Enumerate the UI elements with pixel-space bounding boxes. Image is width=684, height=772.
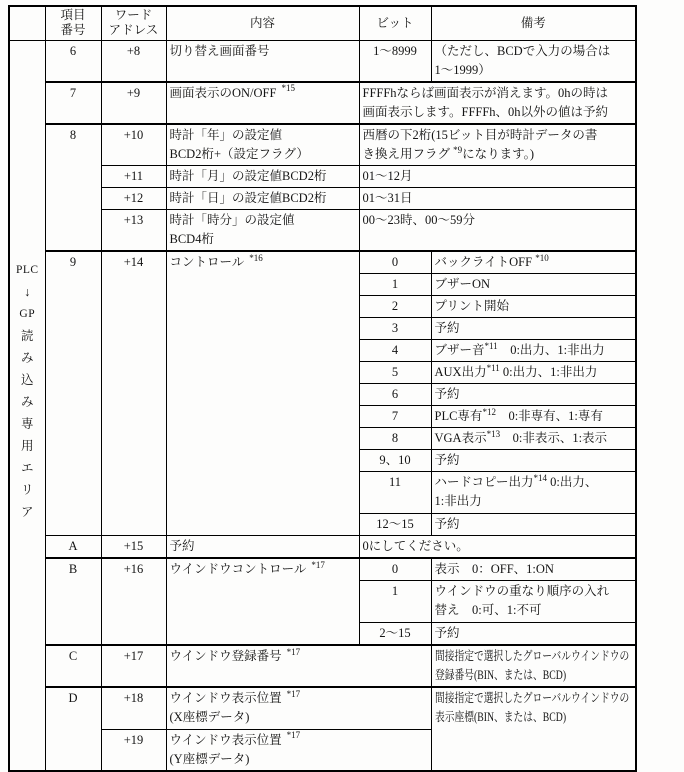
bit-desc-text: ブザー音 (434, 343, 485, 357)
bit-desc (431, 428, 636, 450)
row-D-sub-18 (9, 687, 636, 729)
row-6-bit-range: 1～8999 (359, 40, 431, 82)
bit-no: 11 (359, 472, 431, 514)
down-arrow-icon: ↓ (24, 285, 31, 300)
bit-no: 6 (359, 384, 431, 406)
row-8-content-time-l2: BCD4桁 (169, 232, 214, 246)
header-remarks: 備考 (431, 6, 636, 40)
side-label-char: エ (20, 461, 34, 476)
bit-no: 0 (359, 558, 431, 581)
row-C-content (166, 645, 431, 687)
bit-desc-text: PLC専有 (434, 409, 483, 423)
bit-desc (431, 472, 636, 514)
row-9-bit-0 (9, 251, 636, 274)
bit-no: 4 (359, 340, 431, 362)
side-label-char: 読 (20, 329, 34, 344)
side-label-char: 込 (20, 373, 34, 388)
footnote-ref-13: *13 (486, 428, 501, 439)
bit-no: 5 (359, 362, 431, 384)
row-A-content: 予約 (166, 536, 359, 559)
row-8-note-month: 01～12月 (359, 166, 636, 188)
row-C-note-line2: 登録番号(BIN、または、BCD) (434, 668, 566, 682)
bit-desc-values: 0:非表示、1:表示 (500, 431, 608, 445)
row-8-note-year (359, 124, 636, 166)
row-D-note-line1: 間接指定で選択したグローバルウインドウの (434, 691, 629, 705)
header-word-address (101, 6, 166, 40)
footnote-ref-17: *17 (286, 730, 301, 741)
register-spec-table (8, 5, 637, 772)
row-D-content-x-l2: (X座標データ) (169, 710, 250, 724)
bit-desc (431, 340, 636, 362)
row-7-note-line2: 画面表示します。FFFFh、0h以外の値は予約 (362, 104, 609, 119)
bit-no: 7 (359, 406, 431, 428)
row-7 (9, 82, 636, 124)
header-item-no-line2: 番号 (60, 23, 86, 38)
bit-no: 8 (359, 428, 431, 450)
bit-desc (431, 362, 636, 384)
row-8-note-year-l1: 西暦の下2桁(15ビット目が時計データの書 (362, 127, 598, 142)
bit-desc-values: 0:出力、1:非出力 (497, 343, 605, 357)
footnote-ref-11: *11 (486, 362, 500, 373)
row-8-sub-12 (9, 188, 636, 210)
bit-no: 1 (359, 274, 431, 296)
row-A (9, 536, 636, 559)
row-8-note-year-l2a: き換え用フラグ (362, 146, 454, 161)
row-B-word-address: +16 (101, 558, 166, 645)
row-6-item-no: 6 (45, 40, 101, 82)
footnote-ref-10: *10 (535, 252, 549, 263)
bit-desc-line2: 1:非出力 (434, 494, 482, 508)
header-corner-cell (9, 6, 45, 40)
header-item-no-line1: 項目 (60, 8, 86, 23)
side-label-char: GP (19, 308, 36, 321)
row-D-item-no: D (45, 687, 101, 771)
row-9-item-no: 9 (45, 251, 101, 536)
table-header-row (9, 6, 636, 40)
header-item-no (45, 6, 101, 40)
row-8-word-address-11: +11 (101, 166, 166, 188)
row-6 (9, 40, 636, 82)
bit-desc-line1 (434, 472, 598, 489)
row-7-note (359, 82, 636, 124)
row-D-content-x (166, 687, 431, 729)
side-label-char: リ (20, 483, 34, 498)
row-8-sub-13 (9, 210, 636, 252)
footnote-ref-14: *14 (533, 472, 548, 483)
bit-desc-text: ハードコピー出力 (434, 475, 534, 489)
bit-desc: 予約 (431, 514, 636, 536)
row-8-word-address-12: +12 (101, 188, 166, 210)
bit-desc: 予約 (431, 384, 636, 406)
row-8-content-time-l1: 時計「時分」の設定値 (169, 213, 295, 227)
side-label-char: 用 (20, 439, 34, 454)
side-label-char: ア (20, 505, 34, 520)
row-8-sub-10 (9, 124, 636, 166)
row-8-content-year-l1: 時計「年」の設定値 (169, 127, 283, 142)
bit-no: 3 (359, 318, 431, 340)
footnote-ref-15: *15 (281, 83, 295, 94)
row-8-note-day: 01～31日 (359, 188, 636, 210)
side-label-char: 専 (20, 417, 34, 432)
row-D-note-line2: 表示座標(BIN、または、BCD) (434, 710, 566, 724)
row-C-item-no: C (45, 645, 101, 687)
row-6-remark-line1: （ただし、BCDで入力の場合は (434, 43, 611, 58)
row-7-note-line1: FFFFhならば画面表示が消えます。0hの時は (362, 85, 609, 100)
row-D-content-x-l1: ウインドウ表示位置 (169, 691, 282, 705)
header-word-line2: アドレス (108, 23, 159, 38)
row-C-content-text: ウインドウ登録番号 (169, 649, 282, 663)
row-9-word-address: +14 (101, 251, 166, 536)
row-8-word-address-13: +13 (101, 210, 166, 252)
side-label-cell (9, 40, 45, 771)
bit-desc: ブザーON (431, 274, 636, 296)
header-bit: ビット (359, 6, 431, 40)
row-8-note-time: 00～23時、00～59分 (359, 210, 636, 252)
bit-desc-values: 0:出力、 (547, 475, 598, 489)
row-8-content-time (166, 210, 359, 252)
footnote-ref-17: *17 (311, 559, 325, 570)
side-label-char: み (20, 395, 34, 410)
row-D-note (431, 687, 636, 771)
side-label (10, 259, 45, 523)
row-D-word-address-18: +18 (101, 687, 166, 729)
row-8-content-year-l2: BCD2桁+（設定フラグ） (169, 146, 309, 161)
footnote-ref-17: *17 (286, 646, 301, 657)
bit-desc-line2: 替え 0:可、1:不可 (434, 603, 542, 617)
row-D-content-y-l2: (Y座標データ) (169, 751, 250, 766)
row-C-note (431, 645, 636, 687)
bit-no: 9、10 (359, 450, 431, 472)
header-content: 内容 (166, 6, 359, 40)
bit-desc (431, 406, 636, 428)
side-label-char: み (20, 351, 34, 366)
row-7-item-no: 7 (45, 82, 101, 124)
row-6-word-address: +8 (101, 40, 166, 82)
row-B-content (166, 558, 359, 645)
row-7-content-text: 画面表示のON/OFF (169, 85, 277, 100)
row-8-content-year (166, 124, 359, 166)
footnote-ref-17: *17 (286, 688, 301, 699)
bit-desc: 予約 (431, 450, 636, 472)
bit-no: 12～15 (359, 514, 431, 536)
row-C (9, 645, 636, 687)
row-8-word-address-10: +10 (101, 124, 166, 166)
bit-no: 2～15 (359, 623, 431, 646)
bit-desc-text: バックライトOFF (434, 255, 536, 269)
row-6-remark (431, 40, 636, 82)
row-A-note: 0にしてください。 (359, 536, 636, 559)
row-9-content-text: コントロール (169, 255, 245, 269)
bit-desc: 予約 (431, 623, 636, 646)
bit-desc-text: VGA表示 (434, 431, 487, 445)
row-D-content-y (166, 729, 431, 771)
row-8-content-day: 時計「日」の設定値BCD2桁 (166, 188, 359, 210)
row-A-item-no: A (45, 536, 101, 559)
row-9-content (166, 251, 359, 536)
footnote-ref-9: *9 (453, 144, 463, 155)
footnote-ref-16: *16 (249, 252, 263, 263)
bit-desc (431, 581, 636, 623)
row-D-content-y-l1: ウインドウ表示位置 (169, 732, 282, 747)
row-D-word-address-19: +19 (101, 729, 166, 771)
bit-desc-values: 0:非専有、1:専有 (495, 409, 603, 423)
bit-desc-text: AUX出力 (434, 365, 487, 379)
bit-desc: 表示 0：OFF、1:ON (431, 558, 636, 581)
row-B-item-no: B (45, 558, 101, 645)
footnote-ref-11: *11 (484, 340, 498, 351)
row-C-word-address: +17 (101, 645, 166, 687)
row-8-note-year-l2b: になります。) (462, 146, 535, 161)
row-7-word-address: +9 (101, 82, 166, 124)
bit-desc: 予約 (431, 318, 636, 340)
bit-desc (431, 251, 636, 274)
bit-desc-line1: ウインドウの重なり順序の入れ (434, 584, 610, 598)
row-7-content (166, 82, 359, 124)
header-word-line1: ワード (114, 8, 153, 23)
row-A-word-address: +15 (101, 536, 166, 559)
bit-no: 1 (359, 581, 431, 623)
row-6-remark-line2: 1～1999） (434, 62, 491, 77)
row-8-item-no: 8 (45, 124, 101, 252)
bit-desc-values: 0:出力、1:非出力 (499, 365, 598, 379)
row-8-sub-11 (9, 166, 636, 188)
row-6-content: 切り替え画面番号 (166, 40, 359, 82)
row-8-content-month: 時計「月」の設定値BCD2桁 (166, 166, 359, 188)
side-label-char: PLC (15, 264, 39, 277)
bit-desc: プリント開始 (431, 296, 636, 318)
footnote-ref-12: *12 (482, 406, 496, 417)
row-B-bit-0 (9, 558, 636, 581)
row-C-note-line1: 間接指定で選択したグローバルウインドウの (434, 649, 629, 663)
row-B-content-text: ウインドウコントロール (169, 562, 307, 576)
bit-no: 2 (359, 296, 431, 318)
bit-no: 0 (359, 251, 431, 274)
